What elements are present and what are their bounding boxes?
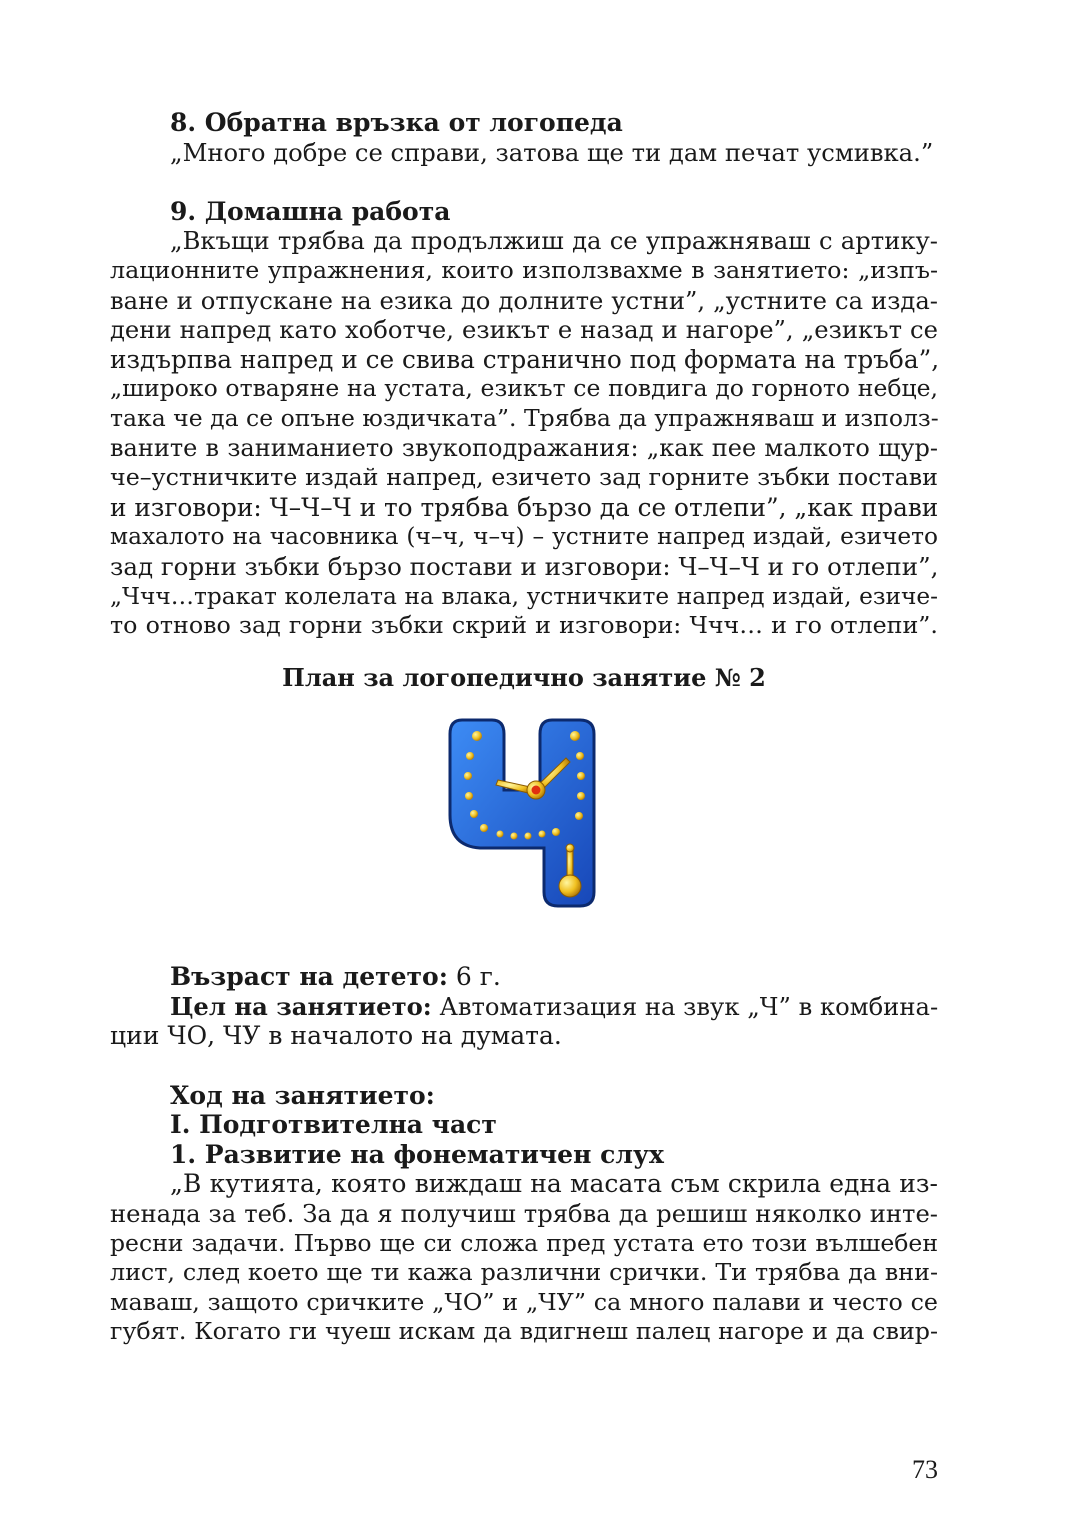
homework-line: „Вкъщи трябва да продължиш да се упражняваш с артику- [170, 226, 938, 256]
page-body [110, 108, 938, 1347]
homework-line: и изговори: Ч–Ч–Ч и то трябва бързо да се отлепи”, „как прави [110, 492, 939, 522]
course-part: I. Подготвителна част [170, 1110, 497, 1140]
figure [110, 710, 938, 962]
feedback-heading: 8. Обратна връзка от логопеда [170, 108, 623, 137]
course-line: лист, след което ще ти кажа различни срички. Ти трябва да вни- [110, 1258, 938, 1287]
homework-line: издърпва напред и се свива странично под формата на тръба”, [110, 344, 940, 374]
course-line: ненада за теб. За да я получиш трябва да решиш няколко инте- [110, 1199, 938, 1229]
age-line [110, 962, 938, 992]
goal-label: Цел на занятието: [170, 991, 432, 1021]
homework-line: зад горни зъбки бързо постави и изговори: Ч–Ч–Ч и го отлепи”, [110, 551, 939, 581]
homework-line: махалото на часовника (ч–ч, ч–ч) – устните напред издай, езичето [110, 523, 938, 551]
homework-line: така че да се опъне юздичката”. Трябва да упражняваш и използ- [110, 403, 939, 432]
feedback-text: „Много добре се справи, затова ще ти дам печат усмивка.” [170, 137, 934, 167]
letter-ch-clock-icon [440, 710, 610, 910]
homework-line: ване и отпускане на езика до долните устни”, „устните са изда- [110, 285, 938, 315]
homework-line: лационните упражнения, които използвахме в занятието: „изпъ- [110, 255, 938, 284]
homework-line: „Ччч…тракат колелата на влака, устничките напред издай, езиче- [110, 582, 938, 610]
homework-line: дени напред като хоботче, езикът е назад и нагоре”, „езикът се [110, 315, 938, 345]
goal-line-cont: ции ЧО, ЧУ в началото на думата. [110, 1021, 562, 1051]
course-line: ресни задачи. Първо ще си сложа пред устата ето този вълшебен [110, 1228, 938, 1257]
age-label: Възраст на детето: [170, 962, 448, 992]
course-line: „В кутията, която виждаш на масата съм скрила една из- [170, 1169, 938, 1199]
course-subheading: 1. Развитие на фонематичен слух [170, 1139, 664, 1169]
goal-line [110, 992, 938, 1022]
homework-line: то отново зад горни зъбки скрий и изговори: Ччч… и го отлепи”. [110, 611, 938, 640]
plan-title: План за логопедично занятие № 2 [282, 662, 766, 692]
age-value: 6 г. [447, 962, 501, 992]
homework-heading: 9. Домашна работа [170, 196, 451, 226]
page-number: 73 [912, 1455, 938, 1484]
homework-line: че–устничките издай напред, езичето зад горните зъбки постави [110, 463, 938, 492]
course-heading: Ход на занятието: [170, 1080, 435, 1110]
course-line: губят. Когато ги чуеш искам да вдигнеш палец нагоре и да свир- [110, 1317, 938, 1346]
homework-line: ваните в заниманието звукоподражания: „как пее малкото щур- [110, 433, 938, 462]
course-line: маваш, защото сричките „ЧО” и „ЧУ” са много палави и често се [110, 1287, 938, 1316]
homework-line: „широко отваряне на устата, езикът се повдига до горното небце, [110, 374, 938, 403]
goal-value: Автоматизация на звук „Ч” в комбина- [431, 991, 939, 1021]
